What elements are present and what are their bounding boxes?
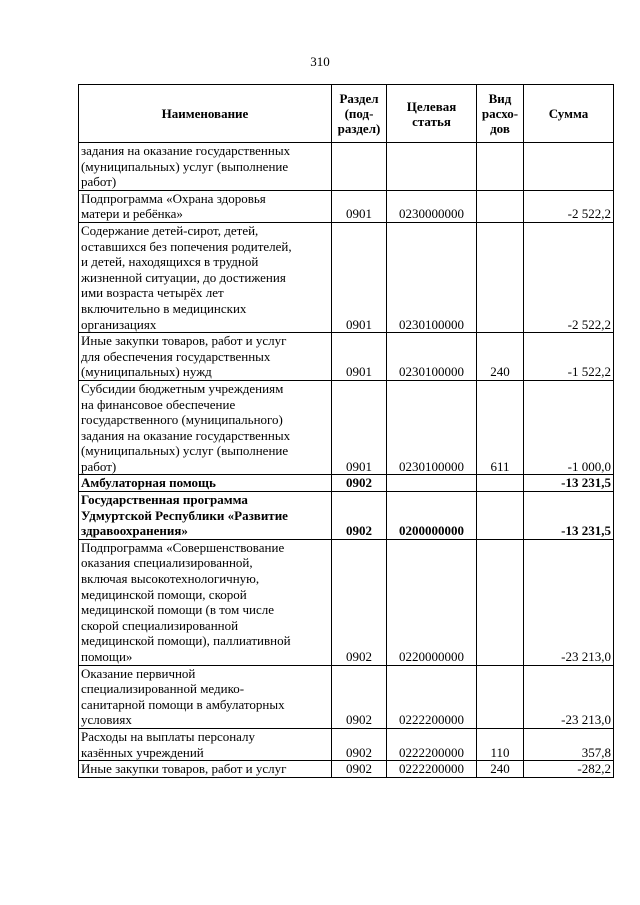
table-row (79, 222, 614, 332)
row-amount: 357,8 (524, 728, 614, 760)
header-name: Наименование (79, 85, 332, 143)
row-amount: -1 522,2 (524, 333, 614, 381)
row-kind: 240 (477, 761, 524, 778)
row-target: 0200000000 (387, 492, 477, 540)
row-amount: -13 231,5 (524, 475, 614, 492)
row-target (387, 143, 477, 191)
row-amount: -1 000,0 (524, 380, 614, 475)
table-row (79, 143, 614, 191)
row-name: Расходы на выплаты персоналу казённых учреждений (79, 728, 332, 760)
row-name: Амбулаторная помощь (79, 475, 332, 492)
row-amount: -23 213,0 (524, 539, 614, 665)
row-amount: -2 522,2 (524, 222, 614, 332)
header-section: Раздел (под- раздел) (332, 85, 387, 143)
header-target: Целевая статья (387, 85, 477, 143)
row-amount: -2 522,2 (524, 190, 614, 222)
header-amount: Сумма (524, 85, 614, 143)
row-section: 0901 (332, 380, 387, 475)
row-kind (477, 190, 524, 222)
row-kind (477, 475, 524, 492)
row-target: 0222200000 (387, 665, 477, 728)
row-section: 0901 (332, 190, 387, 222)
budget-table (78, 84, 614, 778)
row-name: Содержание детей-сирот, детей, оставшихся без попечения родителей, и детей, находящихся в трудной жизненной ситуации, до достижения ими возраста четырёх лет включительно в медицинских организациях (79, 222, 332, 332)
row-name: Иные закупки товаров, работ и услуг для обеспечения государственных (муниципальных) нужд (79, 333, 332, 381)
row-name: Подпрограмма «Совершенствование оказания специализированной, включая высокотехнологичную, медицинской помощи, скорой медицинской помощи (в том числе скорой специализированной медицинской помощи), паллиативной помощи» (79, 539, 332, 665)
table-row (79, 333, 614, 381)
header-kind: Вид расхо- дов (477, 85, 524, 143)
row-section: 0902 (332, 539, 387, 665)
table-row (79, 492, 614, 540)
row-amount: -23 213,0 (524, 665, 614, 728)
row-name: Субсидии бюджетным учреждениям на финансовое обеспечение государственного (муниципального) задания на оказание государственных (муниципальных) услуг (выполнение работ) (79, 380, 332, 475)
row-target: 0230000000 (387, 190, 477, 222)
row-kind (477, 222, 524, 332)
row-kind: 240 (477, 333, 524, 381)
row-kind (477, 665, 524, 728)
row-section: 0901 (332, 333, 387, 381)
row-target: 0220000000 (387, 539, 477, 665)
table-row (79, 190, 614, 222)
row-target: 0230100000 (387, 380, 477, 475)
row-name: Иные закупки товаров, работ и услуг (79, 761, 332, 778)
row-section (332, 143, 387, 191)
row-kind (477, 143, 524, 191)
row-name: Подпрограмма «Охрана здоровья матери и ребёнка» (79, 190, 332, 222)
table-row (79, 539, 614, 665)
row-kind: 611 (477, 380, 524, 475)
row-kind (477, 539, 524, 665)
row-amount: -282,2 (524, 761, 614, 778)
row-amount: -13 231,5 (524, 492, 614, 540)
table-row (79, 380, 614, 475)
row-section: 0902 (332, 665, 387, 728)
row-target: 0230100000 (387, 333, 477, 381)
row-target: 0222200000 (387, 761, 477, 778)
table-header (79, 85, 614, 143)
row-name: Государственная программа Удмуртской Республики «Развитие здравоохранения» (79, 492, 332, 540)
table-row (79, 761, 614, 778)
row-section: 0902 (332, 492, 387, 540)
row-section: 0902 (332, 475, 387, 492)
row-target: 0230100000 (387, 222, 477, 332)
row-kind: 110 (477, 728, 524, 760)
row-kind (477, 492, 524, 540)
row-target: 0222200000 (387, 728, 477, 760)
row-section: 0902 (332, 728, 387, 760)
table-row (79, 475, 614, 492)
row-amount (524, 143, 614, 191)
table-row (79, 728, 614, 760)
row-section: 0902 (332, 761, 387, 778)
row-section: 0901 (332, 222, 387, 332)
page-number: 310 (310, 54, 330, 69)
row-target (387, 475, 477, 492)
row-name: Оказание первичной специализированной медико- санитарной помощи в амбулаторных условиях (79, 665, 332, 728)
row-name: задания на оказание государственных (муниципальных) услуг (выполнение работ) (79, 143, 332, 191)
table-row (79, 665, 614, 728)
